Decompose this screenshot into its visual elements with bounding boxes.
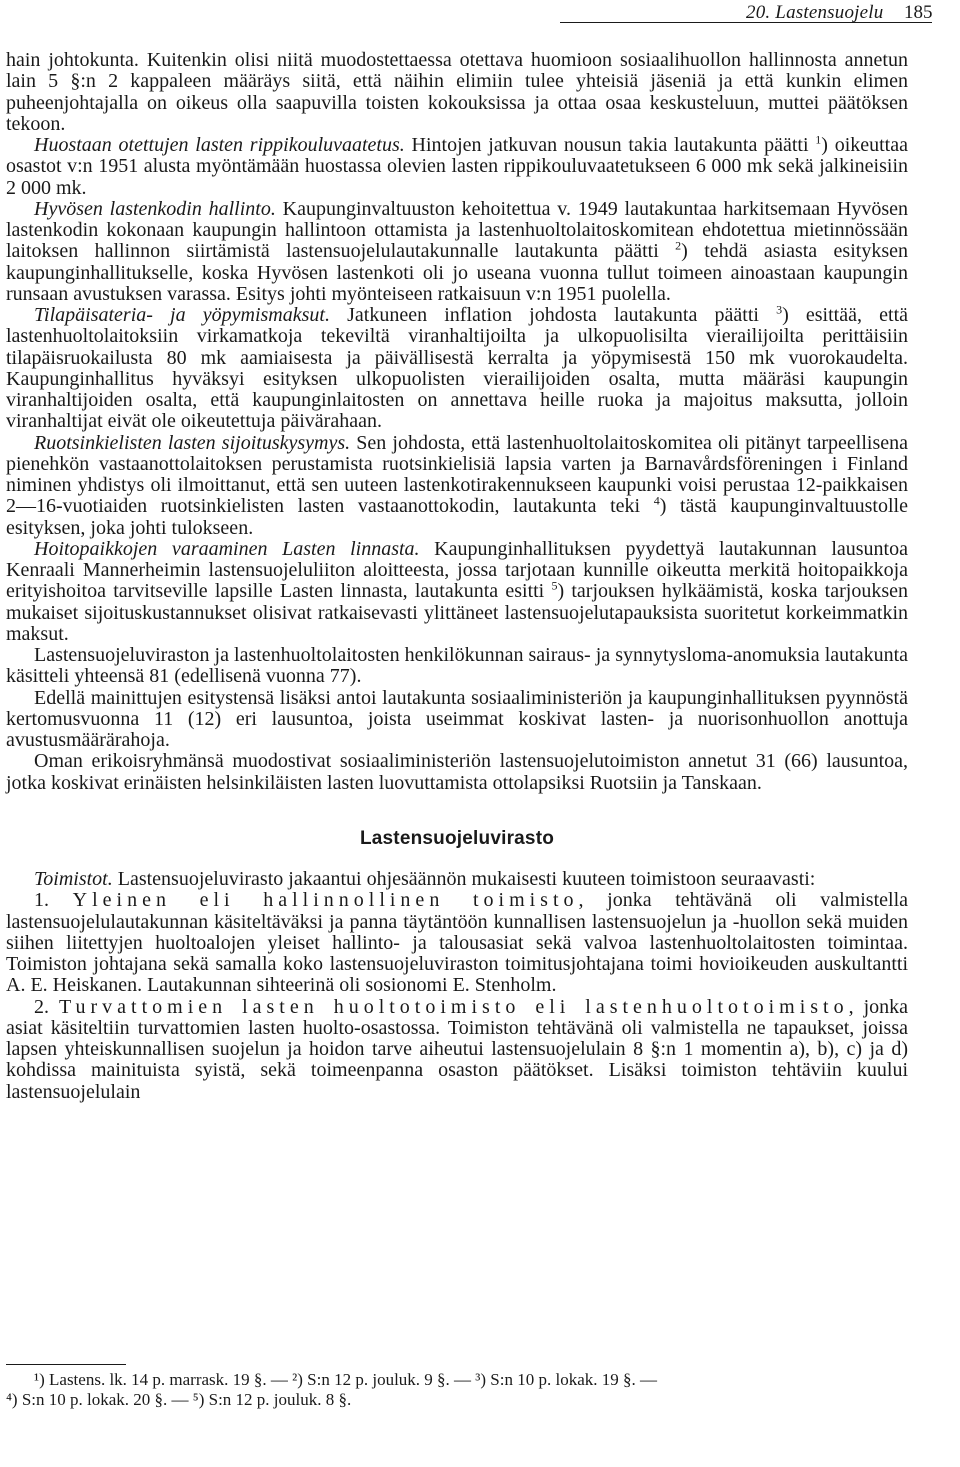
paragraph: Oman erikoisryhmänsä muodostivat sosiaaliministeriön lastensuojelutoimiston annetut 31 (66) lausuntoa, jotka koskivat erinäisten helsinkiläisten lasten luovuttamista ottolapsiksi Ruotsiin ja Tanskaan.: [6, 750, 908, 794]
paragraph-text: ) oikeuttaa osastot v:n 1951 alusta myöntämään huostassa olevien lasten rippikouluvaatetukseen 6 000 mk sekä jalkineisiin 2 000 mk.: [6, 134, 908, 199]
footnote-ref: 4: [653, 493, 660, 508]
paragraph: [6, 199, 908, 305]
list-number: 2.: [34, 995, 59, 1018]
paragraph-text: ) tarjouksen hylkäämistä, koska tarjouksen mukaiset sijoituskustannukset olisivat ratkaisevasti ylittäneet lastensuojelutapauksista suoritetut korkeimmatkin maksut.: [6, 580, 908, 645]
header-rule: [560, 22, 932, 23]
footnote-ref: 1: [815, 132, 822, 147]
footnote-ref: 5: [551, 578, 558, 593]
page-number: 185: [904, 2, 933, 23]
office-name: Turvattomien lasten huoltotoimisto eli lastenhuoltotoimisto: [58, 995, 849, 1018]
paragraph-text: Jatkuneen inflation johdosta lautakunta päätti: [329, 304, 777, 326]
page-header: [0, 0, 960, 30]
footnote-rule: [6, 1364, 126, 1365]
footnote-line: ¹) Lastens. lk. 14 p. marrask. 19 §. — ²) S:n 12 p. jouluk. 9 §. — ³) S:n 10 p. lokak. 19 §. —: [34, 1370, 657, 1389]
paragraph-text: ) tehdä asiasta esityksen kaupunginhallitukselle, koska Hyvösen lastenkoti oli jo useana vuonna tullut toimeen ainoastaan kaupungin runsaan avustuksen varassa. Esitys johti myönteiseen ratkaisuun v:n 1951 puolella.: [6, 240, 908, 305]
paragraph: [6, 433, 908, 539]
paragraph-title: Hyvösen lastenkodin hallinto.: [34, 197, 276, 220]
paragraph: [6, 869, 908, 890]
paragraph-text: Hintojen jatkuvan nousun takia lautakunta päätti: [404, 134, 816, 156]
list-number: 1.: [34, 889, 73, 912]
paragraph-title: Hoitopaikkojen varaaminen Lasten linnasta.: [34, 537, 420, 560]
paragraph-title: Huostaan otettujen lasten rippikouluvaatetus.: [34, 134, 405, 156]
paragraph-text: Lastensuojeluvirasto jakaantui ohjesäännön mukaisesti kuuteen toimistoon seuraavasti:: [112, 868, 816, 890]
paragraph: hain johtokunta. Kuitenkin olisi niitä muodostettaessa otettava huomioon sosiaalihuollon hallinnosta annetun lain 5 §:n 2 kappaleen määräys siitä, että näihin elimiin tulee yhteisiä jäseniä ja että kunkin elimen puheenjohtajalla on oikeus olla saapuvilla toisten kokouksissa ja ottaa osaa keskusteluun, muttei päätöksen tekoon.: [6, 49, 908, 135]
footnotes: [6, 1370, 908, 1410]
list-item: [6, 890, 908, 996]
list-item: [6, 997, 908, 1103]
paragraph: [6, 539, 908, 645]
paragraph: [6, 302, 908, 433]
footnote-line: ⁴) S:n 10 p. lokak. 20 §. — ⁵) S:n 12 p. jouluk. 8 §.: [6, 1390, 352, 1409]
footnote-ref: 3: [776, 302, 783, 317]
page-body: [6, 50, 908, 1103]
paragraph-title: Tilapäisateria- ja yöpymismaksut.: [34, 304, 330, 326]
paragraph-title: Ruotsinkielisten lasten sijoituskysymys.: [34, 431, 351, 454]
paragraph-text: Kaupunginhallituksen pyydettyä lautakunnan lausuntoa Kenraali Mannerheimin lastensuojeluliiton aloitteesta, jossa tarjotaan kunnille oikeutta merkitä hoitopaikkoja erityishoitoa tarvitseville lapsille Lasten linnasta, lautakunta esitti: [6, 537, 908, 603]
footnote-ref: 2: [675, 238, 682, 253]
office-name: Yleinen eli hallinnollinen toimisto: [72, 889, 579, 912]
paragraph: Edellä mainittujen esitystensä lisäksi antoi lautakunta sosiaaliministeriön ja kaupunginhallituksen pyynnöstä kertomusvuonna 11 (12) eri lausuntoa, joista useimmat koskivat lasten- ja nuorisonhuollon anottuja avustusmäärärahoja.: [6, 686, 908, 751]
paragraph-text: , jonka tehtävänä oli valmistella lastensuojelulautakunnan käsiteltäväksi ja panna täytäntöön kunnallisen lastensuojelun ja -huollon sekä muiden siihen liitettyjen huoltoalojen yleiset hallinto- ja talousasiat sekä valvoa lastenhuoltolaitosten toimintaa. Toimiston johtajana sekä samalla koko lastensuojeluviraston toimitusjohtajana toimi hovioikeuden auskultantti A. E. Heiskanen. Lautakunnan sihteerinä oli sosionomi E. Stenholm.: [6, 889, 909, 997]
paragraph-text: , jonka asiat käsiteltiin turvattomien lasten huolto-osastossa. Toimiston tehtävänä oli valmistella ne tapaukset, joissa lapsen yhteiskunnallisen suojelun ja hoidon tarve aiheutui lastensuojelulain 8 §:n 1 momentin a), b), c) ja d) kohdissa mainituista syistä, sekä toimeenpanna osaston päätökset. Lisäksi toimiston tehtäviin kuului lastensuojelulain: [6, 995, 909, 1103]
paragraph-text: Kaupunginvaltuuston kehoitettua v. 1949 lautakuntaa harkitsemaan Hyvösen lastenkodin kokonaan kaupungin hallintoon ottamista ja lastenhuoltolaitoskomitean ehdotettua mietinnössään laitoksen hallinnon siirtämistä lastensuojelulautakunnalle lautakunta päätti: [6, 197, 908, 263]
paragraph-text: ) esittää, että lastenhuoltolaitoksiin virkamatkoja tekeviltä viranhaltijoilta ja ulkopuolisilta vierailijoilta perittäisiin tilapäisruokailusta 80 mk aamiaisesta ja päivällisestä kerralta ja yöpymisestä 150 mk vuorokaudelta. Kaupunginhallitus hyväksyi esityksen ulkopuolisten vierailijoiden osalta, mutta määräsi kaupungin viranhaltijoiden osalta, että kaupunginlaitosten on annettava heille ruoka ja majoitus maksutta, jolloin viranhaltijat eivät ole oikeutettuja päivärahaan.: [6, 304, 908, 433]
section-heading: Lastensuojeluvirasto: [359, 827, 555, 849]
paragraph: Lastensuojeluviraston ja lastenhuoltolaitosten henkilökunnan sairaus- ja synnytysloma-anomuksia lautakunta käsitteli yhteensä 81 (edellisenä vuonna 77).: [6, 644, 908, 688]
paragraph-text: ) tästä kaupunginvaltuustolle esityksen, joka johti tulokseen.: [6, 495, 908, 539]
paragraph-text: Sen johdosta, että lastenhuoltolaitoskomitea oli pitänyt tarpeellisena pienehkön vastaanottolaitoksen perustamista ruotsinkielisiä lapsia varten ja Barnavårdsföreningen i Finland niminen yhdistys oli ilmoittanut, että sen uuteen lastenkotirakennukseen kaupunki voisi perustaa 12-paikkaisen 2—16-vuotiaiden ruotsinkielisten lasten vastaanottokodin, lautakunta teki: [6, 431, 908, 518]
paragraph: [6, 132, 908, 199]
paragraph-title: Toimistot.: [34, 868, 113, 890]
running-title: 20. Lastensuojelu: [746, 2, 884, 23]
